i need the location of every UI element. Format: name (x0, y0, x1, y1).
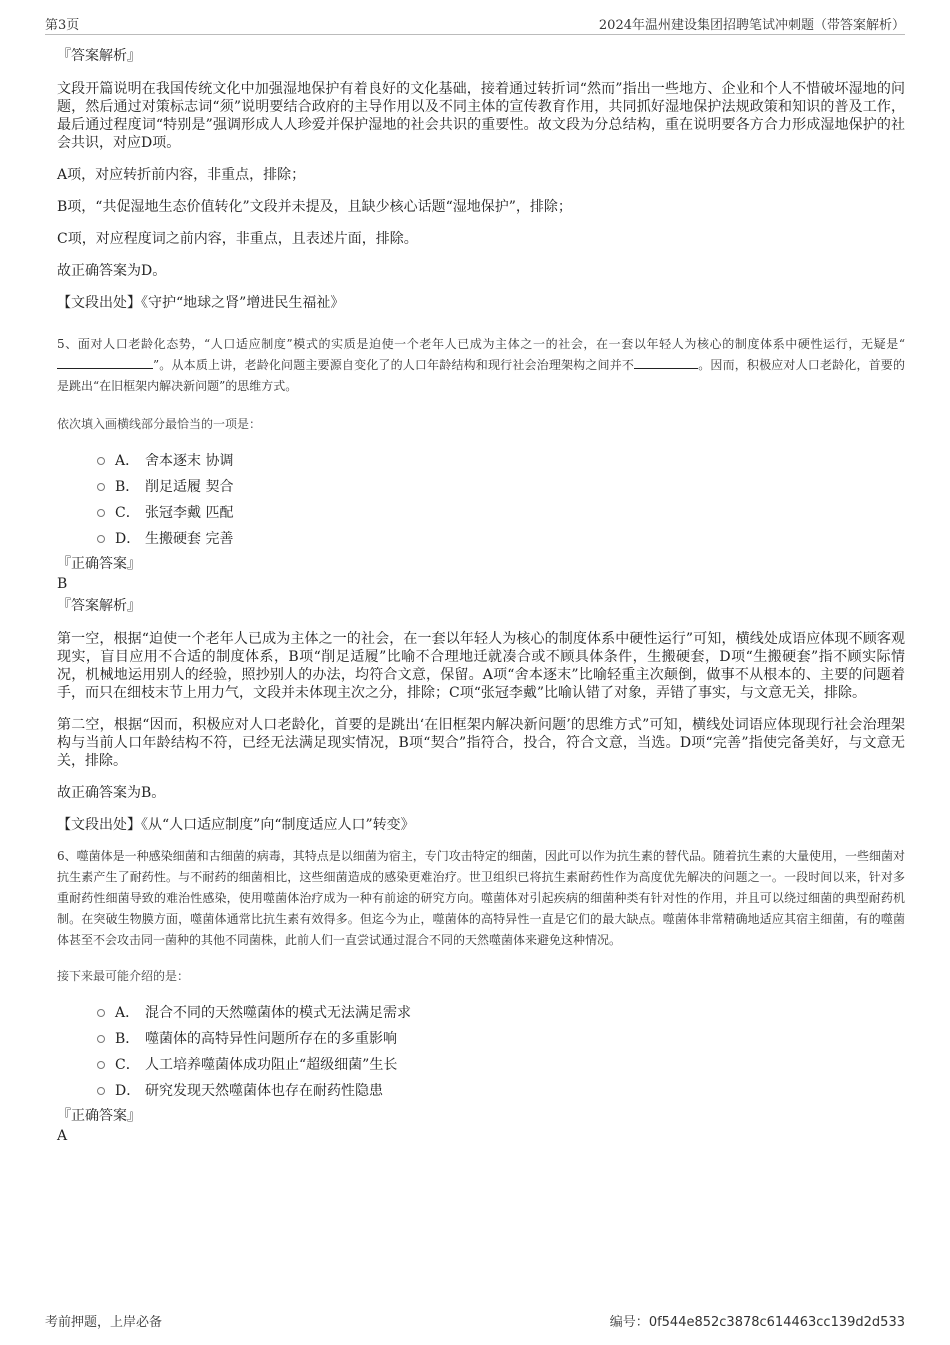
passage-source: 【文段出处】《守护“地球之肾”增进民生福祉》 (57, 295, 345, 311)
option-a[interactable]: A． 混合不同的天然噬菌体的模式无法满足需求 (97, 1000, 905, 1026)
correct-answer: A (57, 1128, 68, 1144)
question-5-options (57, 448, 905, 552)
option-d[interactable]: D． 生搬硬套 完善 (97, 526, 905, 552)
option-a-analysis: A项，对应转折前内容，非重点，排除； (57, 167, 306, 183)
analysis-first-blank: 第一空，根据“迫使一个老年人已成为主体之一的社会，在一套以年轻人为核心的制度体系中硬性运行”可知，横线处成语应体现不顾客观现实，盲目应用不合适的制度体系，B项“削足适履”比喻不合理地迁就凑合或不顾具体条件，生搬硬套，D项“生搬硬套”指不顾实际情况，机械地运用别人的经验，照抄别人的办法，均符合文意，保留。A项“舍本逐末”比喻轻重主次颠倒，做事不从根本的、主要的问题着手，而只在细枝末节上用力气，文段并未体现主次之分，排除；C项“张冠李戴”比喻认错了对象，弄错了事实，与文意无关，排除。 (57, 631, 905, 701)
question-5-stem: 5、面对人口老龄化态势，“人口适应制度”模式的实质是迫使一个老年人已成为主体之一的社会，在一套以年轻人为核心的制度体系中硬性运行，无疑是“”。从本质上讲，老龄化问题主要源自变化了的人口年龄结构和现行社会治理架构之间并不 。因而，积极应对人口老龄化，首要的是跳出“在旧框架内解决新问题”的思维方式。 (57, 337, 905, 393)
option-b[interactable]: B． 噬菌体的高特异性问题所存在的多重影响 (97, 1026, 905, 1052)
answer-blank-2 (634, 356, 698, 369)
analysis-label: 『答案解析』 (57, 598, 141, 614)
page-number: 第3页 (45, 18, 80, 33)
correct-answer-label: 『正确答案』 (57, 1108, 141, 1124)
main-content (57, 40, 905, 1146)
radio-icon[interactable] (97, 457, 105, 465)
correct-answer-conclusion: 故正确答案为B。 (57, 785, 166, 801)
radio-icon[interactable] (97, 1009, 105, 1017)
analysis-text: 文段开篇说明在我国传统文化中加强湿地保护有着良好的文化基础，接着通过转折词“然而”指出一些地方、企业和个人不惜破坏湿地的问题，然后通过对策标志词“须”说明要结合政府的主导作用以及不同主体的宣传教育作用，共同抓好湿地保护法规政策和知识的普及工作，最后通过程度词“特别是”强调形成人人珍爱并保护湿地的社会共识的重要性。故文段为分总结构，重在说明要各方合力形成湿地保护的社会共识，对应D项。 (57, 81, 905, 151)
answer-blank-1 (57, 356, 153, 369)
radio-icon[interactable] (97, 1035, 105, 1043)
analysis-second-blank: 第二空，根据“因而，积极应对人口老龄化，首要的是跳出‘在旧框架内解决新问题’的思维方式”可知，横线处词语应体现现行社会治理架构与当前人口年龄结构不符，已经无法满足现实情况，B项“契合”指符合，投合，符合文意，当选。D项“完善”指使完备美好，与文意无关，排除。 (57, 717, 905, 769)
document-code: 编号：0f544e852c3878c614463cc139d2d533 (609, 1315, 905, 1330)
radio-icon[interactable] (97, 1061, 105, 1069)
correct-answer-conclusion: 故正确答案为D。 (57, 263, 167, 279)
option-c[interactable]: C． 人工培养噬菌体成功阻止“超级细菌”生长 (97, 1052, 905, 1078)
option-b-analysis: B项，“共促湿地生态价值转化”文段并未提及，且缺少核心话题“湿地保护”，排除； (57, 199, 572, 215)
radio-icon[interactable] (97, 1087, 105, 1095)
option-c[interactable]: C． 张冠李戴 匹配 (97, 500, 905, 526)
correct-answer-label: 『正确答案』 (57, 556, 141, 572)
correct-answer: B (57, 576, 68, 592)
question-6-options (57, 1000, 905, 1104)
passage-source: 【文段出处】《从“人口适应制度”向“制度适应人口”转变》 (57, 817, 415, 833)
question-6-stem: 6、噬菌体是一种感染细菌和古细菌的病毒，其特点是以细菌为宿主，专门攻击特定的细菌，因此可以作为抗生素的替代品。随着抗生素的大量使用，一些细菌对抗生素产生了耐药性。与不耐药的细菌相比，这些细菌造成的感染更难治疗。世卫组织已将抗生素耐药性作为高度优先解决的问题之一。一段时间以来，针对多重耐药性细菌导致的难治性感染，使用噬菌体治疗成为一种有前途的研究方向。噬菌体对引起疾病的细菌种类有针对性的作用，并且可以绕过细菌的典型耐药机制。在突破生物膜方面，噬菌体通常比抗生素有效得多。但迄今为止，噬菌体的高特异性一直是它们的最大缺点。噬菌体非常精确地适应其宿主细菌，有的噬菌体甚至不会攻击同一菌种的其他不同菌株，此前人们一直尝试通过混合不同的天然噬菌体来避免这种情况。 (57, 849, 905, 947)
footer-slogan: 考前押题，上岸必备 (45, 1315, 163, 1330)
question-5-prompt: 依次填入画横线部分最恰当的一项是： (57, 417, 262, 431)
option-b[interactable]: B． 削足适履 契合 (97, 474, 905, 500)
radio-icon[interactable] (97, 483, 105, 491)
option-a[interactable]: A． 舍本逐末 协调 (97, 448, 905, 474)
document-title: 2024年温州建设集团招聘笔试冲刺题（带答案解析） (598, 18, 905, 33)
option-d[interactable]: D． 研究发现天然噬菌体也存在耐药性隐患 (97, 1078, 905, 1104)
radio-icon[interactable] (97, 509, 105, 517)
analysis-label: 『答案解析』 (57, 48, 141, 64)
option-c-analysis: C项，对应程度词之前内容，非重点，且表述片面，排除。 (57, 231, 418, 247)
question-6-prompt: 接下来最可能介绍的是： (57, 969, 190, 983)
page-header (45, 12, 905, 35)
radio-icon[interactable] (97, 535, 105, 543)
